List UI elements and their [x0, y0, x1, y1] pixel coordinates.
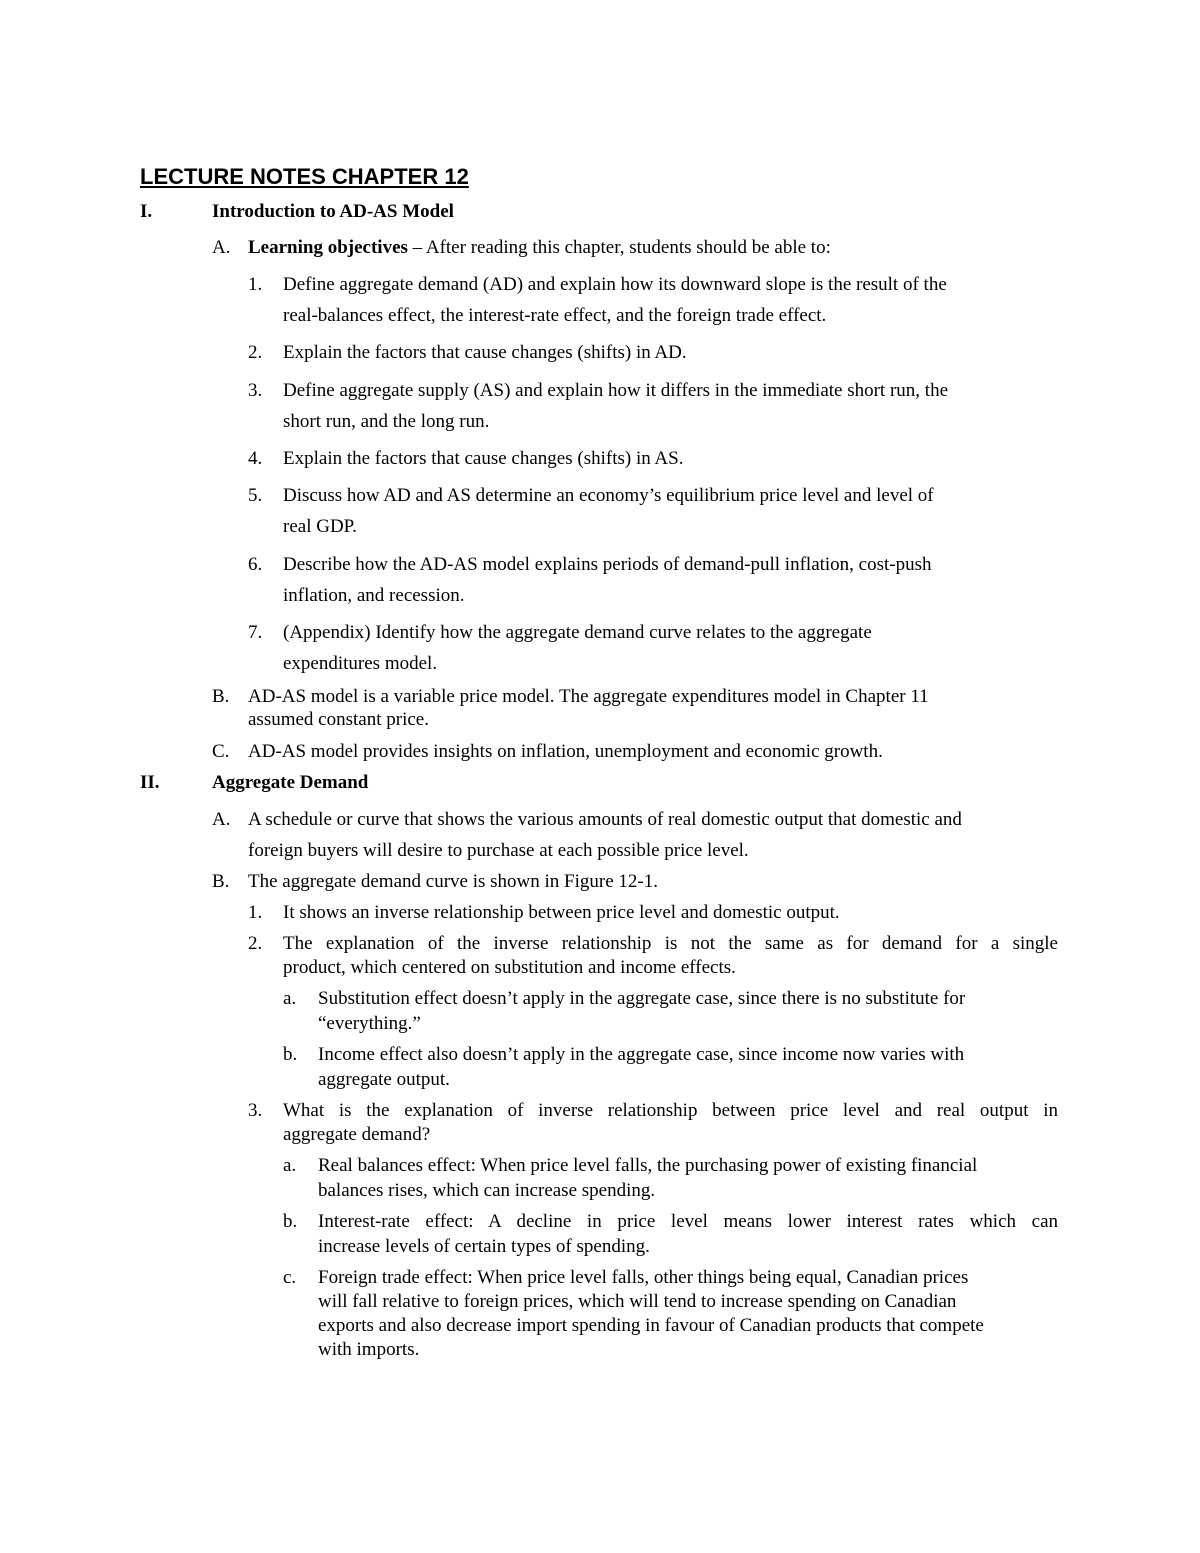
sub-text: Real balances effect: When price level falls, the purchasing power of existing financial [318, 1155, 978, 1176]
sub-text: Income effect also doesn’t apply in the aggregate case, since income now varies with [318, 1044, 965, 1065]
sub-text: with imports. [318, 1339, 420, 1360]
list-number: 1. [248, 274, 263, 295]
sub-text: exports and also decrease import spending in favour of Canadian products that compete [318, 1315, 984, 1336]
sub-text: balances rises, which can increase spending. [318, 1180, 656, 1201]
list-text: Define aggregate demand (AD) and explain how its downward slope is the result of the [283, 274, 947, 295]
bold-term: Learning objectives [248, 237, 408, 258]
sub-letter: a. [283, 988, 297, 1009]
list-text: Describe how the AD-AS model explains periods of demand-pull inflation, cost-push [283, 554, 932, 575]
list-text: expenditures model. [283, 653, 438, 674]
outline-text: AD-AS model provides insights on inflation, unemployment and economic growth. [248, 741, 883, 762]
section-heading: Aggregate Demand [212, 772, 369, 793]
section-heading: Introduction to AD-AS Model [212, 201, 454, 222]
list-number: 6. [248, 554, 263, 575]
list-number: 2. [248, 933, 263, 954]
sub-text: increase levels of certain types of spending. [318, 1236, 650, 1257]
sub-letter: b. [283, 1044, 298, 1065]
sub-text: “everything.” [318, 1013, 421, 1034]
sub-text: Interest-rate effect: A decline in price level means lower interest rates which can [318, 1211, 1058, 1232]
list-number: 3. [248, 1100, 263, 1121]
sub-text: Substitution effect doesn’t apply in the aggregate case, since there is no substitute for [318, 988, 966, 1009]
outline-letter: B. [212, 686, 230, 707]
sub-letter: a. [283, 1155, 297, 1176]
section-number: II. [140, 772, 160, 793]
outline-text: A schedule or curve that shows the various amounts of real domestic output that domestic and [248, 809, 962, 830]
sub-text: will fall relative to foreign prices, which will tend to increase spending on Canadian [318, 1291, 957, 1312]
list-number: 3. [248, 380, 263, 401]
sub-letter: c. [283, 1267, 297, 1288]
outline-letter: B. [212, 871, 230, 892]
outline-text [248, 236, 831, 260]
sub-text: Foreign trade effect: When price level falls, other things being equal, Canadian prices [318, 1267, 969, 1288]
list-number: 1. [248, 902, 263, 923]
list-text: Explain the factors that cause changes (shifts) in AS. [283, 448, 684, 469]
list-number: 5. [248, 485, 263, 506]
outline-letter: A. [212, 809, 231, 830]
list-text: product, which centered on substitution and income effects. [283, 957, 736, 978]
list-text: Discuss how AD and AS determine an economy’s equilibrium price level and level of [283, 485, 934, 506]
outline-text-rest: – After reading this chapter, students should be able to: [407, 237, 831, 258]
outline-text: AD-AS model is a variable price model. The aggregate expenditures model in Chapter 11 [248, 686, 929, 707]
list-text: It shows an inverse relationship between price level and domestic output. [283, 902, 840, 923]
outline-letter: A. [212, 237, 231, 258]
outline-letter: C. [212, 741, 230, 762]
list-text: short run, and the long run. [283, 411, 490, 432]
section-number: I. [140, 201, 153, 222]
outline-text: assumed constant price. [248, 709, 429, 730]
sub-letter: b. [283, 1211, 298, 1232]
list-number: 4. [248, 448, 263, 469]
list-text: real-balances effect, the interest-rate effect, and the foreign trade effect. [283, 305, 827, 326]
list-text: real GDP. [283, 516, 357, 537]
outline-text: foreign buyers will desire to purchase at each possible price level. [248, 840, 749, 861]
sub-text: aggregate output. [318, 1069, 450, 1090]
list-number: 2. [248, 342, 263, 363]
outline-text: The aggregate demand curve is shown in Figure 12-1. [248, 871, 658, 892]
list-text: Define aggregate supply (AS) and explain how it differs in the immediate short run, the [283, 380, 948, 401]
list-text: Explain the factors that cause changes (shifts) in AD. [283, 342, 687, 363]
page-title: LECTURE NOTES CHAPTER 12 [140, 164, 469, 189]
list-text: What is the explanation of inverse relationship between price level and real output in [283, 1100, 1058, 1121]
list-text: The explanation of the inverse relationship is not the same as for demand for a single [283, 933, 1058, 954]
list-text: inflation, and recession. [283, 585, 465, 606]
list-text: aggregate demand? [283, 1124, 431, 1145]
list-text: (Appendix) Identify how the aggregate demand curve relates to the aggregate [283, 622, 872, 643]
list-number: 7. [248, 622, 263, 643]
